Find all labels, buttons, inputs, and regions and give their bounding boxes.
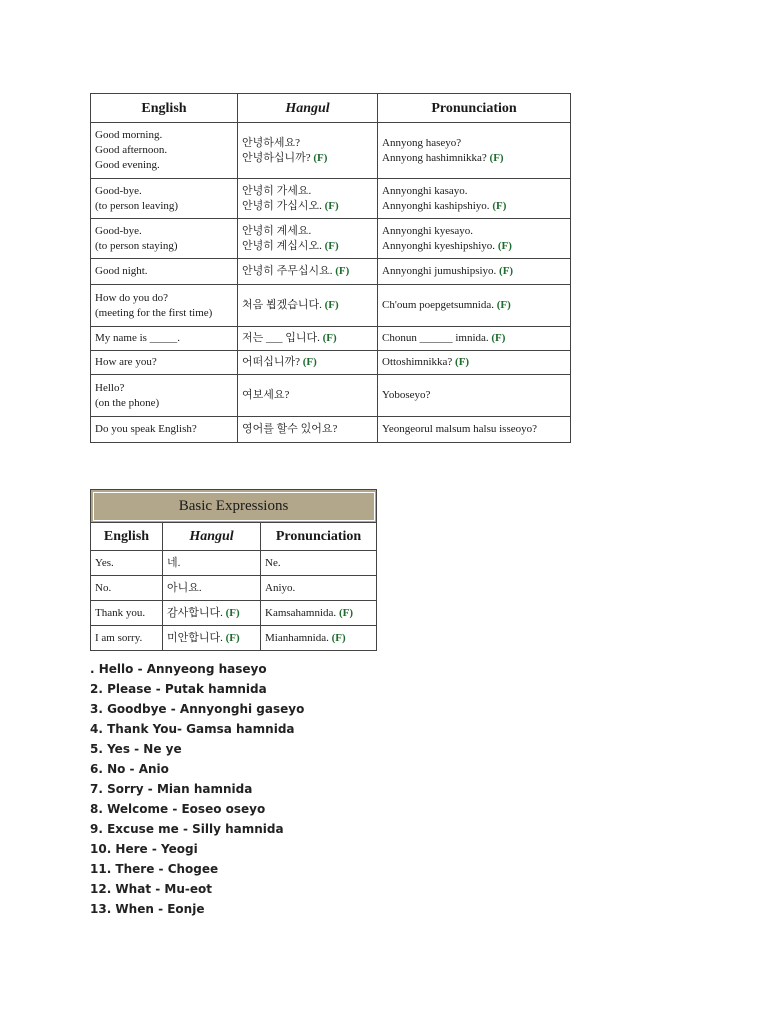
- table-row: [91, 179, 571, 219]
- hangul-cell: [238, 417, 378, 443]
- pronunciation-line: [382, 239, 566, 254]
- english-cell: [91, 601, 163, 626]
- table-row: [91, 351, 571, 375]
- english-text: My name is _____.: [95, 332, 180, 344]
- hangul-text: 안녕하세요?: [242, 136, 301, 149]
- english-cell: [91, 259, 238, 285]
- list-item: 13. When - Eonje: [90, 902, 205, 916]
- table-row: [91, 626, 377, 651]
- list-item: 6. No - Anio: [90, 762, 169, 776]
- english-text: Hello?: [95, 381, 125, 394]
- english-text: How are you?: [95, 356, 157, 368]
- english-cell: [91, 417, 238, 443]
- pronunciation-text: Annyonghi kyesayo.: [382, 224, 474, 237]
- english-text: Thank you.: [95, 607, 146, 619]
- english-text: Good evening.: [95, 159, 160, 171]
- formal-marker: (F): [499, 265, 514, 277]
- pronunciation-line: [382, 184, 566, 199]
- english-text: (meeting for the first time): [95, 306, 213, 319]
- hangul-line: [242, 422, 373, 437]
- hangul-line: [242, 136, 373, 151]
- formal-marker: (F): [225, 632, 240, 644]
- pronunciation-line: [382, 422, 566, 437]
- pronunciation-text: Annyong haseyo?: [382, 136, 462, 149]
- hangul-text: 안녕하십니까?: [242, 151, 311, 164]
- english-text: Good morning.: [95, 129, 163, 141]
- hangul-cell: [163, 576, 261, 601]
- header-pronunciation: Pronunciation: [261, 523, 377, 551]
- english-text: Yes.: [95, 557, 114, 569]
- pronunciation-text: Yoboseyo?: [382, 389, 431, 401]
- table-row: [91, 285, 571, 327]
- hangul-line: [242, 264, 373, 279]
- hangul-cell: [238, 285, 378, 327]
- english-text: No.: [95, 582, 112, 594]
- hangul-line: [242, 224, 373, 239]
- pronunciation-text: Yeongeorul malsum halsu isseoyo?: [382, 423, 538, 435]
- hangul-line: [242, 184, 373, 199]
- pronunciation-cell: [261, 576, 377, 601]
- hangul-line: [242, 239, 373, 254]
- hangul-text: 안녕히 계십시오.: [242, 239, 322, 252]
- table-row: [91, 375, 571, 417]
- hangul-text: 안녕히 주무십시요.: [242, 265, 333, 277]
- table-row: [91, 601, 377, 626]
- english-text: (to person leaving): [95, 199, 179, 212]
- english-cell: [91, 285, 238, 327]
- greetings-table: [90, 93, 571, 443]
- header-english: English: [91, 523, 163, 551]
- formal-marker: (F): [313, 151, 328, 164]
- hangul-text: 저는 ___ 입니다.: [242, 332, 320, 344]
- hangul-line: [242, 355, 373, 370]
- hangul-text: 네.: [167, 557, 181, 569]
- formal-marker: (F): [322, 332, 337, 344]
- formal-marker: (F): [302, 356, 317, 368]
- greetings-header-row: [91, 94, 571, 123]
- formal-marker: (F): [492, 199, 507, 212]
- english-text: Good-bye.: [95, 224, 142, 237]
- pronunciation-line: [382, 224, 566, 239]
- pronunciation-text: Annyong hashimnikka?: [382, 151, 487, 164]
- hangul-line: [242, 388, 373, 403]
- table-row: [91, 417, 571, 443]
- pronunciation-cell: [378, 285, 571, 327]
- formal-marker: (F): [338, 607, 353, 619]
- basic-expressions-caption: Basic Expressions: [91, 490, 377, 523]
- formal-marker: (F): [324, 299, 339, 311]
- english-text: (to person staying): [95, 239, 178, 252]
- hangul-text: 영어를 할수 있어요?: [242, 423, 338, 435]
- hangul-line: [242, 151, 373, 166]
- list-item: 12. What - Mu-eot: [90, 882, 212, 896]
- pronunciation-text: Annyonghi kyeshipshiyo.: [382, 239, 496, 252]
- list-item: 10. Here - Yeogi: [90, 842, 198, 856]
- pronunciation-cell: [261, 626, 377, 651]
- basic-expressions-header-row: [91, 523, 377, 551]
- hangul-text: 미안합니다.: [167, 632, 223, 644]
- pronunciation-text: Annyonghi kashipshiyo.: [382, 199, 490, 212]
- english-text: Good-bye.: [95, 184, 142, 197]
- pronunciation-line: [382, 331, 566, 346]
- pronunciation-text: Annyonghi jumushipsiyo.: [382, 265, 497, 277]
- header-pronunciation: Pronunciation: [378, 94, 571, 123]
- english-text: Good afternoon.: [95, 144, 168, 156]
- header-hangul: Hangul: [163, 523, 261, 551]
- hangul-cell: [163, 626, 261, 651]
- hangul-line: [242, 298, 373, 313]
- list-item: 11. There - Chogee: [90, 862, 219, 876]
- english-text: (on the phone): [95, 396, 160, 409]
- table-row: [91, 123, 571, 179]
- pronunciation-line: [382, 355, 566, 370]
- pronunciation-text: Ch'oum poepgetsumnida.: [382, 299, 494, 311]
- pronunciation-text: Ne.: [265, 557, 281, 569]
- pronunciation-cell: [378, 219, 571, 259]
- pronunciation-line: [382, 151, 566, 166]
- list-item: 5. Yes - Ne ye: [90, 742, 182, 756]
- list-item: 4. Thank You- Gamsa hamnida: [90, 722, 295, 736]
- list-item: 3. Goodbye - Annyonghi gaseyo: [90, 702, 305, 716]
- pronunciation-cell: [378, 327, 571, 351]
- pronunciation-cell: [261, 601, 377, 626]
- hangul-cell: [238, 259, 378, 285]
- header-english: English: [91, 94, 238, 123]
- english-cell: [91, 123, 238, 179]
- basic-expressions-table: [90, 489, 377, 651]
- list-item: 9. Excuse me - Silly hamnida: [90, 822, 284, 836]
- english-cell: [91, 375, 238, 417]
- english-cell: [91, 576, 163, 601]
- formal-marker: (F): [491, 332, 506, 344]
- formal-marker: (F): [335, 265, 350, 277]
- pronunciation-cell: [378, 123, 571, 179]
- hangul-cell: [238, 179, 378, 219]
- greetings-table-body: [91, 123, 571, 443]
- hangul-cell: [163, 601, 261, 626]
- pronunciation-text: Aniyo.: [265, 582, 296, 594]
- pronunciation-cell: [378, 259, 571, 285]
- english-cell: [91, 179, 238, 219]
- english-cell: [91, 327, 238, 351]
- pronunciation-text: Annyonghi kasayo.: [382, 184, 468, 197]
- formal-marker: (F): [225, 607, 240, 619]
- hangul-cell: [238, 351, 378, 375]
- hangul-text: 처음 뵙겠습니다.: [242, 299, 322, 311]
- english-text: Good night.: [95, 265, 148, 277]
- pronunciation-line: [382, 199, 566, 214]
- pronunciation-line: [382, 136, 566, 151]
- english-text: Do you speak English?: [95, 423, 197, 435]
- formal-marker: (F): [497, 239, 512, 252]
- hangul-text: 여보세요?: [242, 389, 290, 401]
- table-row: [91, 327, 571, 351]
- pronunciation-text: Mianhamnida.: [265, 632, 329, 644]
- pronunciation-line: [382, 298, 566, 313]
- english-cell: [91, 551, 163, 576]
- hangul-text: 아니요.: [167, 582, 202, 594]
- pronunciation-line: [382, 388, 566, 403]
- hangul-cell: [238, 219, 378, 259]
- formal-marker: (F): [331, 632, 346, 644]
- pronunciation-cell: [378, 417, 571, 443]
- pronunciation-text: Chonun ______ imnida.: [382, 332, 489, 344]
- english-text: I am sorry.: [95, 632, 143, 644]
- hangul-line: [242, 199, 373, 214]
- english-text: How do you do?: [95, 291, 169, 304]
- pronunciation-cell: [378, 179, 571, 219]
- english-cell: [91, 626, 163, 651]
- formal-marker: (F): [324, 199, 339, 212]
- table-row: [91, 551, 377, 576]
- hangul-line: [242, 331, 373, 346]
- hangul-text: 안녕히 가십시오.: [242, 199, 322, 212]
- basic-expressions-body: [91, 551, 377, 651]
- vocabulary-list: [90, 659, 304, 919]
- hangul-cell: [238, 123, 378, 179]
- table-row: [91, 219, 571, 259]
- list-item: 2. Please - Putak hamnida: [90, 682, 267, 696]
- pronunciation-cell: [378, 351, 571, 375]
- list-item: . Hello - Annyeong haseyo: [90, 662, 267, 676]
- header-hangul: Hangul: [238, 94, 378, 123]
- table-row: [91, 259, 571, 285]
- english-cell: [91, 219, 238, 259]
- pronunciation-text: Ottoshimnikka?: [382, 356, 453, 368]
- pronunciation-text: Kamsahamnida.: [265, 607, 337, 619]
- english-cell: [91, 351, 238, 375]
- list-item: 8. Welcome - Eoseo oseyo: [90, 802, 266, 816]
- formal-marker: (F): [324, 239, 339, 252]
- formal-marker: (F): [496, 299, 511, 311]
- hangul-text: 감사합니다.: [167, 607, 223, 619]
- hangul-cell: [238, 375, 378, 417]
- table-row: [91, 576, 377, 601]
- hangul-text: 어떠십니까?: [242, 356, 301, 368]
- pronunciation-cell: [261, 551, 377, 576]
- hangul-text: 안녕히 가세요.: [242, 184, 312, 197]
- pronunciation-line: [382, 264, 566, 279]
- hangul-cell: [238, 327, 378, 351]
- hangul-text: 안녕히 계세요.: [242, 224, 312, 237]
- formal-marker: (F): [489, 151, 504, 164]
- list-item: 7. Sorry - Mian hamnida: [90, 782, 253, 796]
- hangul-cell: [163, 551, 261, 576]
- formal-marker: (F): [455, 356, 470, 368]
- pronunciation-cell: [378, 375, 571, 417]
